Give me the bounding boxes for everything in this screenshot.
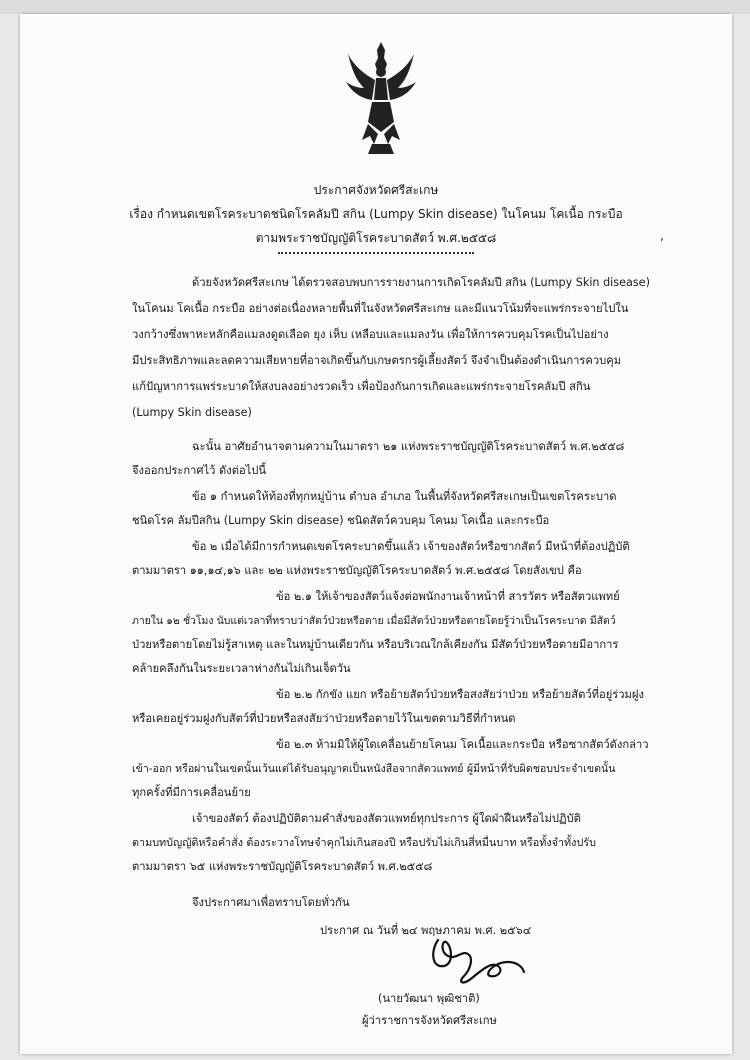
body-line: มีประสิทธิภาพและลดความเสียหายที่อาจเกิดขึ้นกับเกษตรกรผู้เลี้ยงสัตว์ จึงจำเป็นต้องดำเนินการควบคุม bbox=[132, 354, 622, 367]
clause-2-1: ข้อ ๒.๑ ให้เจ้าของสัตว์แจ้งต่อพนักงานเจ้าหน้าที่ สารวัตร หรือสัตวแพทย์ bbox=[276, 590, 620, 603]
body-line: คล้ายคลึงกันในระยะเวลาห่างกันไม่เกินเจ็ดวัน bbox=[132, 662, 351, 675]
body-line: แก้ปัญหาการแพร่ระบาดให้สงบลงอย่างรวดเร็ว เพื่อป้องกันการเกิดและแพร่กระจายโรคลัมปี สกิน bbox=[132, 380, 591, 393]
closing-text: จึงประกาศมาเพื่อทราบโดยทั่วกัน bbox=[192, 896, 350, 909]
body-line: ภายใน ๑๒ ชั่วโมง นับแต่เวลาที่ทราบว่าสัตว์ป่วยหรือตาย เมื่อมีสัตว์ป่วยหรือตายโดยรู้ว่าเป็นโรคระบาด มีสัตว์ bbox=[132, 615, 616, 627]
clause-2-3: ข้อ ๒.๓ ห้ามมิให้ผู้ใดเคลื่อนย้ายโคนม โคเนื้อและกระบือ หรือซากสัตว์ดังกล่าว bbox=[276, 738, 649, 751]
body-line: ป่วยหรือตายโดยไม่รู้สาเหตุ และในหมู่บ้านเดียวกัน หรือบริเวณใกล้เคียงกัน มีสัตว์ป่วยหรือตายมีอาการ bbox=[132, 638, 619, 651]
body-line: ทุกครั้งที่มีการเคลื่อนย้าย bbox=[132, 786, 251, 799]
body-line: ด้วยจังหวัดศรีสะเกษ ได้ตรวจสอบพบการรายงานการเกิดโรคลัมปี สกิน (Lumpy Skin disease) bbox=[192, 276, 650, 289]
announcement-date: ประกาศ ณ วันที่ ๒๔ พฤษภาคม พ.ศ. ๒๕๖๔ bbox=[320, 924, 532, 937]
signer-position: ผู้ว่าราชการจังหวัดศรีสะเกษ bbox=[362, 1014, 497, 1027]
penalty-paragraph: เจ้าของสัตว์ ต้องปฏิบัติตามคำสั่งของสัตวแพทย์ทุกประการ ผู้ใดฝ่าฝืนหรือไม่ปฏิบัติ bbox=[192, 812, 581, 825]
body-line: หรือเคยอยู่ร่วมฝูงกับสัตว์ที่ป่วยหรือสงสัยว่าป่วยหรือตายไว้ในเขตตามวิธีที่กำหนด bbox=[132, 712, 516, 725]
page-shadow bbox=[0, 0, 750, 14]
signature-icon bbox=[428, 932, 526, 988]
clause-1: ข้อ ๑ กำหนดให้ท้องที่ทุกหมู่บ้าน ตำบล อำเภอ ในพื้นที่จังหวัดศรีสะเกษเป็นเขตโรคระบาด bbox=[192, 490, 617, 503]
body-line: ฉะนั้น อาศัยอำนาจตามความในมาตรา ๒๑ แห่งพระราชบัญญัติโรคระบาดสัตว์ พ.ศ.๒๕๕๘ bbox=[192, 440, 625, 453]
body-line: ชนิดโรค ลัมปีสกิน (Lumpy Skin disease) ชนิดสัตว์ควบคุม โคนม โคเนื้อ และกระบือ bbox=[132, 514, 550, 527]
clause-2: ข้อ ๒ เมื่อได้มีการกำหนดเขตโรคระบาดขึ้นแล้ว เจ้าของสัตว์หรือซากสัตว์ มีหน้าที่ต้องปฏิบัติ bbox=[192, 540, 630, 553]
document-page bbox=[20, 14, 732, 1054]
clause-2-2: ข้อ ๒.๒ กักขัง แยก หรือย้ายสัตว์ป่วยหรือสงสัยว่าป่วย หรือย้ายสัตว์ที่อยู่ร่วมฝูง bbox=[276, 688, 644, 701]
body-line: ในโคนม โคเนื้อ กระบือ อย่างต่อเนื่องหลายพื้นที่ในจังหวัดศรีสะเกษ และมีแนวโน้มที่จะแพร่กระจายไปใน bbox=[132, 302, 629, 315]
body-line: เข้า-ออก หรือผ่านในเขตนั้นเว้นแต่ได้รับอนุญาตเป็นหนังสือจากสัตวแพทย์ ผู้มีหน้าที่รับผิดชอบประจำเขตนั้น bbox=[132, 763, 616, 775]
document-subject-line2: ตามพระราชบัญญัติโรคระบาดสัตว์ พ.ศ.๒๕๕๘ bbox=[255, 231, 497, 245]
document-subject: เรื่อง กำหนดเขตโรคระบาดชนิดโรคลัมปี สกิน (Lumpy Skin disease) ในโคนม โคเนื้อ กระบือ bbox=[129, 207, 623, 221]
body-line: ตามบทบัญญัติหรือคำสั่ง ต้องระวางโทษจำคุกไม่เกินสองปี หรือปรับไม่เกินสี่หมื่นบาท หรือทั้งจำทั้งปรับ bbox=[132, 836, 596, 849]
garuda-emblem-icon bbox=[342, 40, 420, 156]
body-line: ตามมาตรา ๑๑,๑๔,๑๖ และ ๒๒ แห่งพระราชบัญญัติโรคระบาดสัตว์ พ.ศ.๒๕๕๘ โดยสังเขป คือ bbox=[132, 564, 582, 577]
body-line: (Lumpy Skin disease) bbox=[132, 406, 252, 419]
margin-mark: ʼ bbox=[660, 236, 664, 250]
body-line: จึงออกประกาศไว้ ดังต่อไปนี้ bbox=[132, 464, 267, 477]
body-line: วงกว้างซึ่งพาหะหลักคือแมลงดูดเลือด ยุง เห็บ เหลือบและแมลงวัน เพื่อให้การควบคุมโรคเป็นไปอย่าง bbox=[132, 328, 609, 341]
signer-name: (นายวัฒนา พุฒิชาติ) bbox=[378, 992, 480, 1005]
document-title: ประกาศจังหวัดศรีสะเกษ bbox=[313, 183, 439, 197]
title-divider bbox=[278, 252, 474, 254]
body-line: ตามมาตรา ๖๕ แห่งพระราชบัญญัติโรคระบาดสัตว์ พ.ศ.๒๕๕๘ bbox=[132, 860, 433, 873]
